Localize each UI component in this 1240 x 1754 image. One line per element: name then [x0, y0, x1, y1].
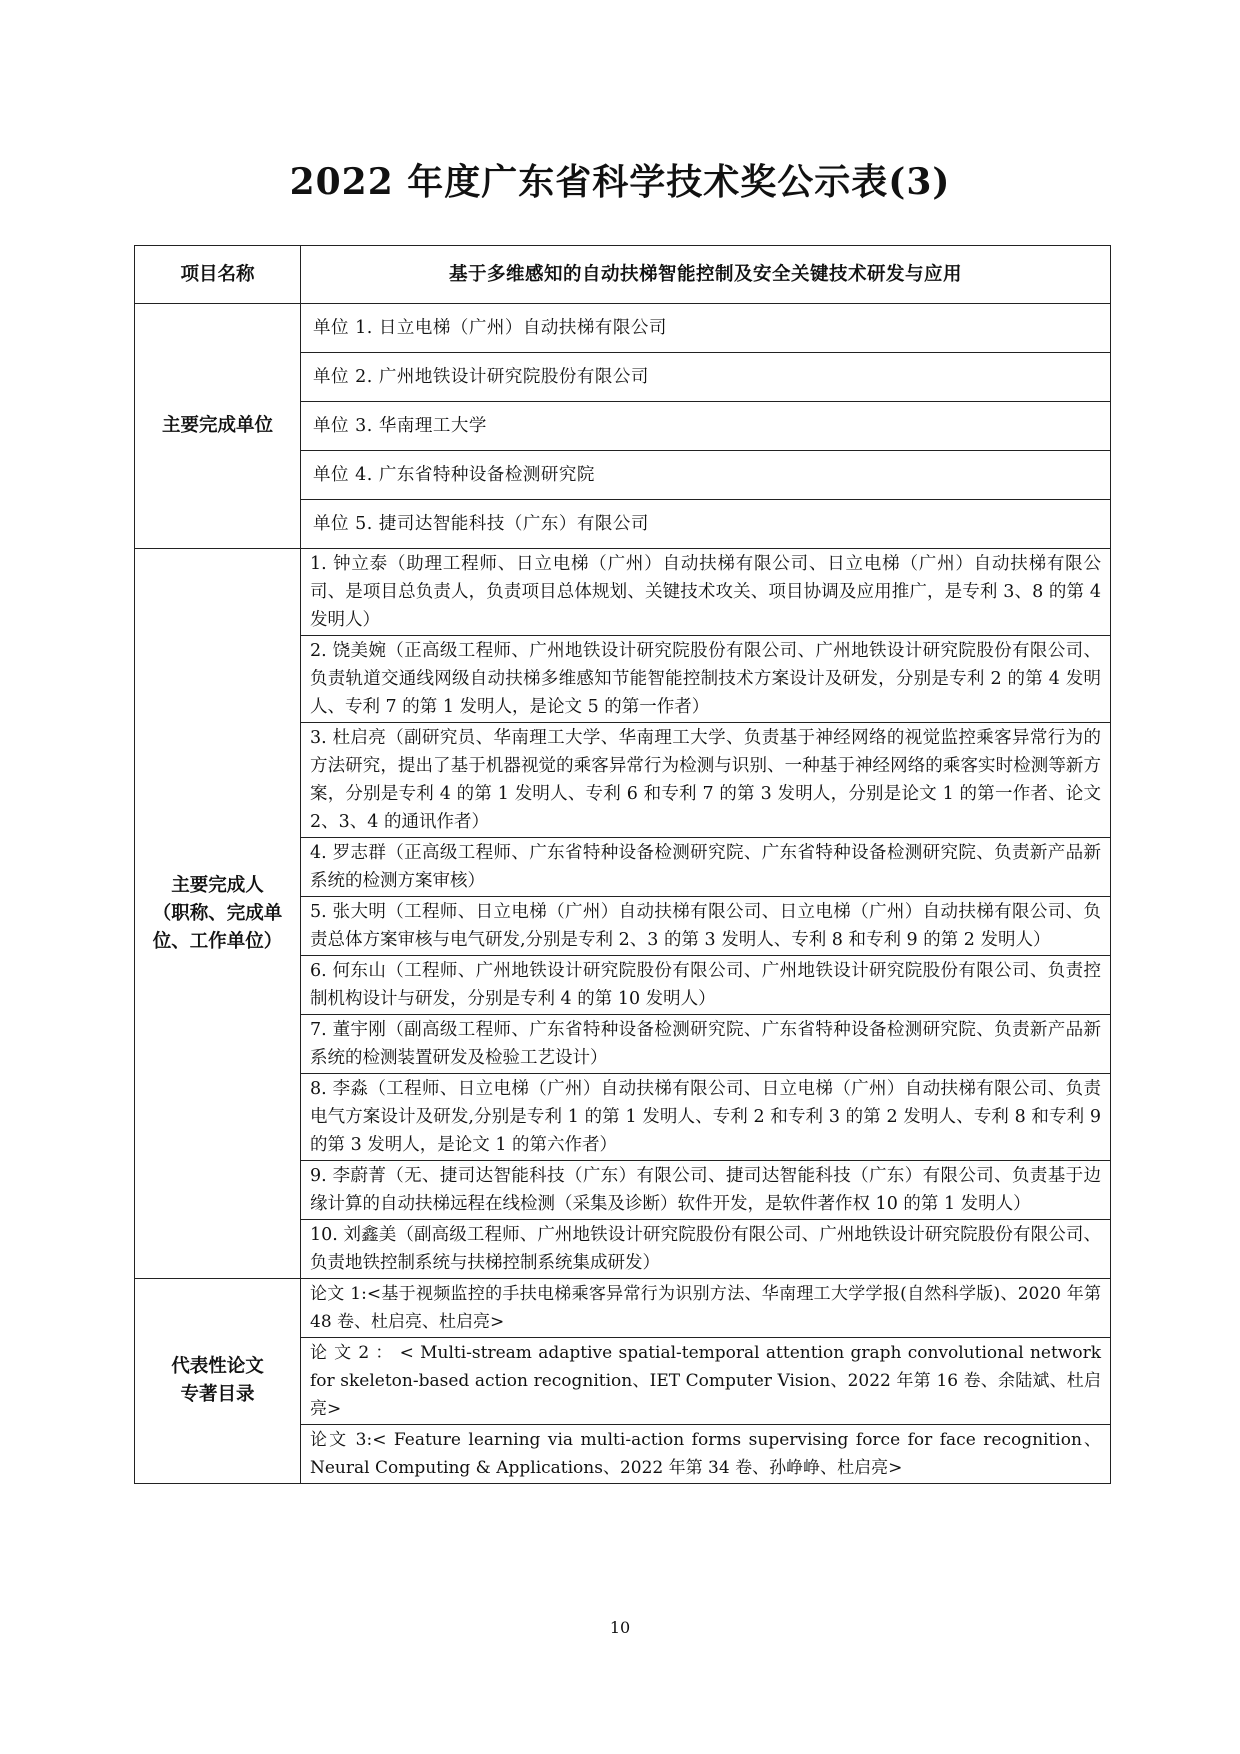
person-item-9: 9. 李蔚菁（无、捷司达智能科技（广东）有限公司、捷司达智能科技（广东）有限公司、负责基于边缘计算的自动扶梯远程在线检测（采集及诊断）软件开发，是软件著作权 10 的第 1 发明人）	[301, 1161, 1111, 1220]
persons-label-line-1: 主要完成人	[171, 874, 264, 896]
papers-label-line-2: 专著目录	[180, 1384, 255, 1405]
main-units-label: 主要完成单位	[135, 304, 301, 549]
unit-item-1: 单位 1. 日立电梯（广州）自动扶梯有限公司	[301, 304, 1111, 353]
papers-label	[135, 1279, 301, 1484]
person-item-4: 4. 罗志群（正高级工程师、广东省特种设备检测研究院、广东省特种设备检测研究院、负责新产品新系统的检测方案审核）	[301, 838, 1111, 897]
person-row	[135, 549, 1111, 636]
unit-item-4: 单位 4. 广东省特种设备检测研究院	[301, 451, 1111, 500]
person-item-2: 2. 饶美婉（正高级工程师、广州地铁设计研究院股份有限公司、广州地铁设计研究院股份有限公司、负责轨道交通线网级自动扶梯多维感知节能智能控制技术方案设计及研发，分别是专利 2 的第 4 发明人、专利 7 的第 1 发明人，是论文 5 的第一作者）	[301, 636, 1111, 723]
page-number: 10	[609, 1618, 631, 1637]
person-item-7: 7. 董宇刚（副高级工程师、广东省特种设备检测研究院、广东省特种设备检测研究院、负责新产品新系统的检测装置研发及检验工艺设计）	[301, 1015, 1111, 1074]
paper-row	[135, 1279, 1111, 1338]
award-table	[134, 245, 1111, 1484]
person-item-10: 10. 刘鑫美（副高级工程师、广州地铁设计研究院股份有限公司、广州地铁设计研究院股份有限公司、负责地铁控制系统与扶梯控制系统集成研发）	[301, 1220, 1111, 1279]
person-item-3: 3. 杜启亮（副研究员、华南理工大学、华南理工大学、负责基于神经网络的视觉监控乘客异常行为的方法研究，提出了基于机器视觉的乘客异常行为检测与识别、一种基于神经网络的乘客实时检测等新方案，分别是专利 4 的第 1 发明人、专利 6 和专利 7 的第 3 发明人，分别是论文 1 的第一作者、论文 2、3、4 的通讯作者）	[301, 723, 1111, 838]
paper-item-3: 论文 3:< Feature learning via multi-action forms supervising force for face recognition、Neural Computing & Applications、2022 年第 34 卷、孙峥峥、杜启亮>	[301, 1425, 1111, 1484]
papers-label-line-1: 代表性论文	[171, 1356, 264, 1377]
project-name-label: 项目名称	[135, 246, 301, 304]
project-name-value: 基于多维感知的自动扶梯智能控制及安全关键技术研发与应用	[301, 246, 1111, 304]
unit-row	[135, 304, 1111, 353]
paper-item-1: 论文 1:<基于视频监控的手扶电梯乘客异常行为识别方法、华南理工大学学报(自然科学版)、2020 年第 48 卷、杜启亮、杜启亮>	[301, 1279, 1111, 1338]
person-item-6: 6. 何东山（工程师、广州地铁设计研究院股份有限公司、广州地铁设计研究院股份有限公司、负责控制机构设计与研发，分别是专利 4 的第 10 发明人）	[301, 956, 1111, 1015]
persons-label-line-2: （职称、完成单	[152, 902, 283, 924]
main-persons-label	[135, 549, 301, 1279]
persons-label-line-3: 位、工作单位）	[152, 930, 283, 952]
project-name-row	[135, 246, 1111, 304]
unit-item-3: 单位 3. 华南理工大学	[301, 402, 1111, 451]
person-item-5: 5. 张大明（工程师、日立电梯（广州）自动扶梯有限公司、日立电梯（广州）自动扶梯有限公司、负责总体方案审核与电气研发,分别是专利 2、3 的第 3 发明人、专利 8 和专利 9 的第 2 发明人）	[301, 897, 1111, 956]
unit-item-2: 单位 2. 广州地铁设计研究院股份有限公司	[301, 353, 1111, 402]
page-title: 2022 年度广东省科学技术奖公示表(3)	[289, 161, 951, 203]
paper-item-2: 论 文 2 ： < Multi-stream adaptive spatial-temporal attention graph convolutional network for skeleton-based action recognition、IET Computer Vision、2022 年第 16 卷、余陆斌、杜启亮>	[301, 1338, 1111, 1425]
unit-item-5: 单位 5. 捷司达智能科技（广东）有限公司	[301, 500, 1111, 549]
person-item-1: 1. 钟立泰（助理工程师、日立电梯（广州）自动扶梯有限公司、日立电梯（广州）自动扶梯有限公司、是项目总负责人，负责项目总体规划、关键技术攻关、项目协调及应用推广，是专利 3、8 的第 4 发明人）	[301, 549, 1111, 636]
person-item-8: 8. 李淼（工程师、日立电梯（广州）自动扶梯有限公司、日立电梯（广州）自动扶梯有限公司、负责电气方案设计及研发,分别是专利 1 的第 1 发明人、专利 2 和专利 3 的第 2 发明人、专利 8 和专利 9 的第 3 发明人，是论文 1 的第六作者）	[301, 1074, 1111, 1161]
